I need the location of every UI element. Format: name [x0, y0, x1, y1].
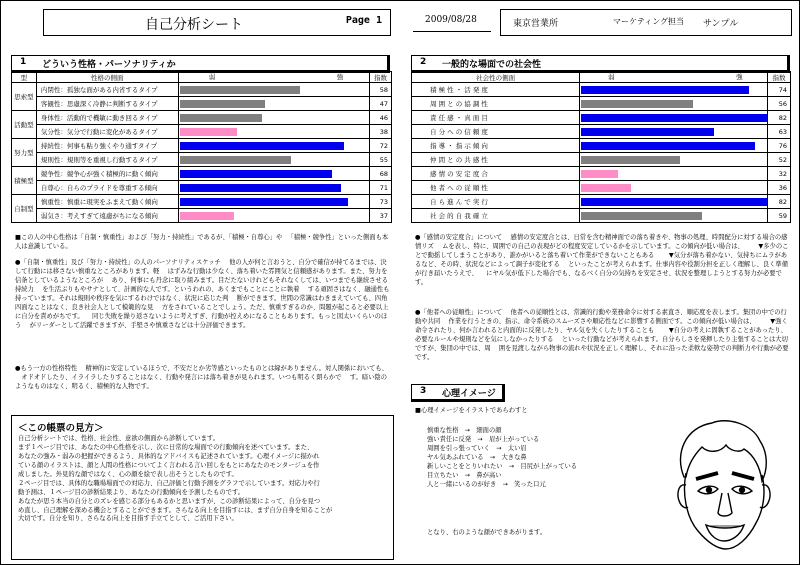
- right-eyebrow: [732, 473, 754, 479]
- sociability-row: [412, 167, 791, 181]
- how-to-read-title: ＜この帳票の見方＞: [18, 423, 104, 434]
- score-index: 63: [768, 125, 791, 139]
- aspect-label: 慎重性：慎重に現実をふまえて動く傾向: [36, 195, 178, 209]
- score-index: 36: [768, 181, 791, 195]
- bar-cell: [580, 195, 768, 209]
- sociability-row: [412, 111, 791, 125]
- aspect-label: 規則性：規則等を重視し行動するタイプ: [36, 153, 178, 167]
- personality-row: [12, 97, 392, 111]
- score-bar: [581, 184, 631, 192]
- bar-cell: [178, 195, 369, 209]
- score-index: 72: [370, 139, 392, 153]
- header-strong: 強: [336, 73, 344, 81]
- sheet-title: 自己分析シート: [145, 17, 243, 33]
- score-bar: [581, 86, 748, 94]
- sociability-row: [412, 125, 791, 139]
- sociability-row: [412, 195, 791, 209]
- personality-row: [12, 139, 392, 153]
- report-date: 2009/08/28: [425, 15, 477, 25]
- score-index: 73: [370, 195, 392, 209]
- bar-cell: [178, 167, 369, 181]
- score-index: 52: [768, 153, 791, 167]
- mouth: [706, 525, 744, 541]
- section2-title: 一般的な場面での社会性: [442, 60, 542, 70]
- header2-strong: 強: [736, 73, 743, 81]
- personality-row: [12, 83, 392, 97]
- score-index: 82: [768, 195, 791, 209]
- image-list-item: 人と一緒にいるのが好き → 笑った口元: [427, 480, 546, 488]
- sociability-label: 社 会 的 自 我 確 立: [412, 209, 580, 223]
- score-index: 37: [370, 209, 392, 223]
- score-bar: [581, 128, 714, 136]
- score-bar: [180, 212, 234, 220]
- face-outline: [685, 473, 765, 549]
- bar-cell: [580, 111, 768, 125]
- personality-table: [11, 71, 392, 223]
- score-index: 47: [370, 97, 392, 111]
- aspect-label: 弱気さ：考えすぎて遠慮がちになる傾向: [36, 209, 178, 223]
- personality-row: [12, 181, 392, 195]
- bar-cell: [580, 167, 768, 181]
- type-cell: 思索型: [12, 83, 37, 111]
- personality-row: [12, 195, 392, 209]
- nose: [718, 493, 732, 516]
- office-name: 東京営業所: [513, 19, 559, 29]
- sociability-label: 他 者 へ の 従 順 性: [412, 181, 580, 195]
- section3-number: 3: [420, 386, 427, 396]
- bar-cell: [178, 125, 369, 139]
- sociability-row: [412, 97, 791, 111]
- bar-cell: [178, 181, 369, 195]
- score-index: 59: [768, 209, 791, 223]
- sociability-label: 自 ら 進 ん で 実 行: [412, 195, 580, 209]
- header2-weak: 弱: [608, 73, 615, 81]
- date-underline: [413, 31, 491, 32]
- score-bar: [180, 86, 300, 94]
- score-index: 32: [768, 167, 791, 181]
- score-index: 56: [768, 97, 791, 111]
- score-bar: [180, 198, 348, 206]
- aspect-label: 身体性：活動的で機敏に動き回るタイプ: [36, 111, 178, 125]
- how-to-read-body: 自己分析シートでは、性格、社会性、意欲の側面から診断しています。 まず１ページ目では、あなたの中心性格を示し、次に日常的な場面での行動傾向を述べています。また、 あなたの強み・弱みの把握ができるよう、具体的なアドバイスも記述されています。心理イメージに描かれ ている顔のイラストは、顔と人間の性格についてよく言われる言い回しをもとにあなたのモンタージュを作 成しました。外見的な顔ではなく、心の顔を絵で表し出そうとしたものです。 ２ページ目では、具体的な職場場面での対応力、自己評価と行動予測をグラフで示しています。対応力や行 動予測は、１ページ目の診断結果より、あなたの行動傾向を予測したものです。 あなたが思う本当の自分とのズレを感じる部分もあるかと思いますが、この診断結果によって、自分を見つ め直し、自己理解を深める機会とすることができます。さらなる向上を目指すには、まず自分自身を知ることが 大切です。自分を知り、さらなる向上を目指す手立てとして、ご活用下さい。: [18, 435, 333, 523]
- aspect-label: 気分性：気分で行動に変化があるタイプ: [36, 125, 178, 139]
- image-list: [427, 427, 657, 490]
- sociability-label: 仲 間 と の 共 感 性: [412, 153, 580, 167]
- aspect-label: 自尊心：自らのプライドを尊重する傾向: [36, 181, 178, 195]
- score-bar: [581, 100, 693, 108]
- emotional-stability-text: ●「感情の安定度合」について 感情の安定度合とは、日常を含む精神面での落ち着きや、物事の処理、時間配分に対する場合の感情リズ ムを表し、特に、周囲での自己の表現がどの程度安定しているかを示しています。この傾向が低い場合は、 ▼多少のことで動揺してしまうことがあり、誰かがいると落ち着いて作業ができないこともある ▼気分が落ち着かない、気持ちにムラがあるなど、その時、状況などによって調子が変化する といったことが考えられます。仕事内容や役割分担を正しく理解し、良く準備が行き届いたうえで、 にヤル気が低下した場合でも、なるべく自分の気持ちを安定させ、状況を整理しようとする努力が必要です。: [415, 234, 789, 286]
- sociability-table-header: [412, 72, 791, 83]
- score-bar: [180, 184, 342, 192]
- image-intro: ■心理イメージをイラストであらわすと: [415, 407, 528, 414]
- sociability-label: 責 任 感 ・ 真 面 目: [412, 111, 580, 125]
- right-ear: [760, 485, 770, 508]
- score-index: 55: [370, 153, 392, 167]
- header-index: 指数: [370, 72, 392, 83]
- bar-cell: [580, 209, 768, 223]
- sociability-row: [412, 153, 791, 167]
- score-bar: [180, 114, 262, 122]
- sociability-row: [412, 139, 791, 153]
- header-aspect: 性格の側面: [36, 72, 178, 83]
- section1-number: 1: [20, 57, 27, 67]
- section1-title: どういう性格・パーソナリティか: [42, 60, 176, 70]
- sociability-table: [411, 71, 791, 223]
- obedience-text: ●「他者への従順性」について 他者への従順性とは、常識的行動や業務命令に対する素直さ、順応度を表します。集団の中での行動や共同 作業を行うときの、指示、命令系統のスムーズさや順応性などに影響する側面です。この傾向が低い場合は、 ▼強く命令されたり、何か言われると内面的に反発したり、ヤル気を失くしたりすることも ▼自分の考えに固執することがあったり、必要なルールや規則などを気にしなかったりする といった行動などが考えられます。自分らしさを発揮したり主張することは大切ですが、集団の中では、周 囲を見渡しながら物事の流れや状況を正しく理解し、それに沿った柔軟な姿勢での判断力や行動が必要です。: [415, 309, 789, 361]
- score-index: 46: [370, 111, 392, 125]
- image-list-item: 新しいことをとりいれたい → 目尻が上がっている: [427, 462, 578, 470]
- sociability-label: 指 導 ・ 指 示 傾 向: [412, 139, 580, 153]
- score-bar: [180, 128, 237, 136]
- score-index: 68: [370, 167, 392, 181]
- image-list-item: 目立ちたい → 鼻が高い: [427, 471, 502, 479]
- personality-row: [12, 167, 392, 181]
- person-info-box: [500, 9, 792, 36]
- image-outro: となり、右のような顔ができあがります。: [427, 529, 547, 536]
- score-bar: [581, 156, 680, 164]
- header2-index: 指数: [768, 72, 791, 83]
- bar-cell: [178, 209, 369, 223]
- section2-number: 2: [420, 57, 427, 67]
- hair-outline: [680, 421, 766, 481]
- bar-cell: [178, 83, 369, 97]
- personality-sketch: ●「自制・慎重性」及び「努力・持続性」の人のパーソナリティスケッチ 他の人が何と言おうと、自分で確信が持てるまでは、決して行動には移さない慎重なところがあります。軽 はずみな行動は少なく、落ち着いた雰囲気と信頼感があります。また、努力を信条としているようなところが あり、何事にも丹念に取り組みます。目だたないけれどもそれなくしては、いつまでも継続させる持続力 を生活ぶりもやサナとして、計画的な人です。というわれの、あくまでもことにことに執着 する頑固さはなく、融通性も持っています。それは規則や秩序を気にするわけではなく、状況に応じた判 断ができます。世間の常識はわきまえていても、四角四面なことはなく、良き社会人として模範的な見 方をされていることでしょう。ただ、慎重すぎるのか、問題が起こると必要以上に自分を責めがちです。 同じ失敗を繰り返さないように考えすぎ、行動が控えめになることもあります。もっと図太いくらいのほう がリーダーとして活躍できますが、手堅さや慎重さなどは十分評価できます。: [15, 259, 390, 329]
- score-bar: [581, 170, 618, 178]
- image-list-item: 強い責任に反発 → 眉が上がっている: [427, 435, 540, 443]
- face-illustration: [656, 413, 781, 563]
- score-bar: [180, 100, 266, 108]
- score-bar: [581, 142, 755, 150]
- type-cell: 努力型: [12, 139, 37, 167]
- type-cell: 自制型: [12, 195, 37, 223]
- title-box: [43, 9, 391, 36]
- bar-cell: [580, 181, 768, 195]
- aspect-label: 客観性：思慮深く冷静に判断するタイプ: [36, 97, 178, 111]
- bar-cell: [580, 97, 768, 111]
- sociability-label: 感 情 の 安 定 度 合: [412, 167, 580, 181]
- left-eyebrow: [696, 473, 718, 479]
- score-index: 38: [370, 125, 392, 139]
- type-cell: 積極型: [12, 167, 37, 195]
- sociability-label: 周 囲 と の 協 調 性: [412, 97, 580, 111]
- aspect-label: 競争性：競争心が強く積極的に動く傾向: [36, 167, 178, 181]
- bar-cell: [580, 139, 768, 153]
- sociability-row: [412, 83, 791, 97]
- header-scale: [178, 72, 369, 83]
- personality-row: [12, 153, 392, 167]
- score-index: 58: [370, 83, 392, 97]
- how-to-read-box: [11, 415, 394, 560]
- sociability-row: [412, 181, 791, 195]
- score-index: 74: [768, 83, 791, 97]
- header2-aspect: 社会性の側面: [412, 72, 580, 83]
- sociability-label: 積 極 性 ・ 活 発 度: [412, 83, 580, 97]
- bar-cell: [178, 139, 369, 153]
- section3-title: 心理イメージ: [442, 389, 496, 399]
- section3-heading: [411, 384, 505, 402]
- sociability-label: 自 分 へ の 信 頼 度: [412, 125, 580, 139]
- role-name: マーケティング担当: [613, 17, 685, 26]
- personality-table-header: [12, 72, 392, 83]
- personality-row: [12, 111, 392, 125]
- score-bar: [581, 198, 767, 206]
- summary-text: ■この人の中心性格は「自制・慎重性」および「努力・持続性」であるが、「積極・自尊心」や 「積極・競争性」といった側面も本人は意識している。: [15, 234, 389, 250]
- image-list-item: 周囲を引っ張っていく → 太い眉: [427, 444, 527, 452]
- sociability-row: [412, 209, 791, 223]
- header-weak: 弱: [208, 73, 216, 81]
- bar-cell: [580, 153, 768, 167]
- bar-cell: [178, 153, 369, 167]
- other-trait: ●もう一方の性格特性 精神的に安定しているほうで、不安だとか劣等感といったものとは縁がありません。対人関係においても、 オドオドしたり、イライラしたりすることはなく、行動や発言には落ち着きが見られます。いつも明るく朗らかで す。暗い陰のようなものはなく、明るく、積極的な人物です。: [15, 365, 388, 390]
- score-index: 82: [768, 111, 791, 125]
- person-name: サンプル: [703, 19, 739, 29]
- bar-cell: [178, 111, 369, 125]
- score-bar: [180, 170, 332, 178]
- score-bar: [180, 156, 291, 164]
- personality-row: [12, 125, 392, 139]
- page-number: Page 1: [345, 15, 382, 26]
- type-cell: 活動型: [12, 111, 37, 139]
- bar-cell: [178, 97, 369, 111]
- header-type: 型: [12, 72, 37, 83]
- score-bar: [581, 114, 767, 122]
- score-bar: [180, 142, 345, 150]
- aspect-label: 内閉性：孤独な面がある内省するタイプ: [36, 83, 178, 97]
- score-index: 71: [370, 181, 392, 195]
- personality-row: [12, 209, 392, 223]
- aspect-label: 持続性：何事も粘り強くやり通すタイプ: [36, 139, 178, 153]
- score-index: 76: [768, 139, 791, 153]
- bar-cell: [580, 83, 768, 97]
- header2-scale: [580, 72, 768, 83]
- score-bar: [581, 212, 702, 220]
- image-list-item: 慎重な性格 → 細面の顔: [427, 427, 502, 434]
- image-list-item: ヤル気あふれている → 大きな鼻: [427, 453, 527, 461]
- bar-cell: [580, 125, 768, 139]
